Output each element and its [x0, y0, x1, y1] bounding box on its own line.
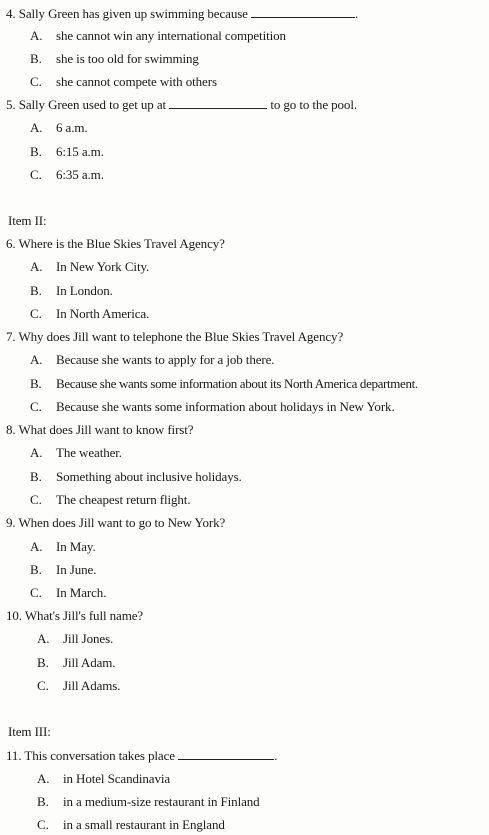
option-label: C.	[30, 74, 42, 89]
option-text: In May.	[56, 539, 96, 554]
option-label: B.	[30, 144, 42, 159]
question-number: 10.	[6, 608, 22, 623]
option-4b[interactable]	[30, 49, 199, 69]
option-label: A.	[30, 28, 43, 43]
question-text-end: to go to the pool.	[270, 97, 357, 112]
option-label: B.	[37, 794, 49, 809]
option-text: in a small restaurant in England	[63, 817, 225, 832]
option-label: B.	[30, 283, 42, 298]
option-text: In London.	[56, 283, 113, 298]
option-text: Because she wants to apply for a job there.	[56, 352, 275, 367]
question-5	[6, 95, 357, 115]
option-label: C.	[30, 492, 42, 507]
option-label: B.	[30, 51, 42, 66]
question-text-end: .	[355, 6, 359, 21]
option-text: 6:35 a.m.	[56, 167, 104, 182]
option-4c[interactable]	[30, 72, 217, 92]
option-7a[interactable]	[30, 350, 274, 370]
option-text: Because she wants some information about holidays in New York.	[56, 399, 395, 414]
option-11a[interactable]	[37, 769, 170, 789]
question-number: 11.	[6, 748, 22, 763]
option-10a[interactable]	[37, 629, 113, 649]
option-text: 6:15 a.m.	[56, 144, 104, 159]
question-number: 6.	[6, 236, 16, 251]
question-text: This conversation takes place	[24, 748, 175, 763]
option-label: A.	[30, 120, 43, 135]
option-label: C.	[37, 817, 49, 832]
question-9	[6, 513, 225, 533]
option-6c[interactable]	[30, 304, 149, 324]
option-6b[interactable]	[30, 281, 113, 301]
option-label: A.	[30, 445, 43, 460]
option-text: Because she wants some information about its North America department.	[56, 376, 418, 391]
answer-blank[interactable]	[251, 5, 355, 18]
option-label: C.	[30, 306, 42, 321]
answer-blank[interactable]	[178, 747, 274, 760]
option-10b[interactable]	[37, 653, 115, 673]
option-5c[interactable]	[30, 165, 104, 185]
option-text: In North America.	[56, 306, 150, 321]
question-6	[6, 234, 225, 254]
option-7c[interactable]	[30, 397, 395, 417]
option-text: Something about inclusive holidays.	[56, 469, 242, 484]
question-text: Why does Jill want to telephone the Blue Skies Travel Agency?	[18, 329, 344, 344]
option-text: in Hotel Scandinavia	[63, 771, 171, 786]
question-text: Where is the Blue Skies Travel Agency?	[18, 236, 225, 251]
option-5a[interactable]	[30, 118, 88, 138]
question-number: 4.	[6, 6, 16, 21]
option-11b[interactable]	[37, 792, 260, 812]
question-text: Sally Green used to get up at	[18, 97, 167, 112]
question-8	[6, 420, 193, 440]
option-text: Jill Adams.	[63, 678, 121, 693]
question-7	[6, 327, 343, 347]
question-text: Sally Green has given up swimming because	[18, 6, 248, 21]
option-label: B.	[30, 562, 42, 577]
option-text: The cheapest return flight.	[56, 492, 191, 507]
option-text: 6 a.m.	[56, 120, 88, 135]
option-text: In June.	[56, 562, 97, 577]
option-label: B.	[37, 655, 49, 670]
question-number: 5.	[6, 97, 16, 112]
question-text-end: .	[274, 748, 278, 763]
option-4a[interactable]	[30, 26, 286, 46]
question-number: 8.	[6, 422, 16, 437]
option-label: A.	[30, 352, 43, 367]
option-7b[interactable]	[30, 374, 418, 394]
question-4	[6, 4, 358, 24]
option-label: A.	[37, 631, 50, 646]
option-text: In New York City.	[56, 259, 150, 274]
question-text: What does Jill want to know first?	[18, 422, 194, 437]
option-10c[interactable]	[37, 676, 120, 696]
option-6a[interactable]	[30, 257, 149, 277]
question-number: 7.	[6, 329, 16, 344]
question-10	[6, 606, 143, 626]
option-label: C.	[30, 585, 42, 600]
option-11c[interactable]	[37, 815, 225, 835]
option-9b[interactable]	[30, 560, 96, 580]
option-text: The weather.	[56, 445, 122, 460]
option-label: B.	[30, 376, 42, 391]
section-heading-item-2: Item II:	[8, 213, 47, 228]
section-heading-item-3: Item III:	[8, 724, 51, 739]
question-text: What's Jill's full name?	[24, 608, 144, 623]
option-text: in a medium-size restaurant in Finland	[63, 794, 260, 809]
option-8a[interactable]	[30, 443, 122, 463]
question-11	[6, 746, 277, 766]
option-text: she cannot compete with others	[56, 74, 217, 89]
option-label: A.	[30, 539, 43, 554]
option-5b[interactable]	[30, 142, 104, 162]
option-8c[interactable]	[30, 490, 190, 510]
question-number: 9.	[6, 515, 16, 530]
option-label: C.	[30, 167, 42, 182]
option-9c[interactable]	[30, 583, 106, 603]
option-9a[interactable]	[30, 537, 96, 557]
question-text: When does Jill want to go to New York?	[18, 515, 226, 530]
option-text: In March.	[56, 585, 107, 600]
option-text: she is too old for swimming	[56, 51, 199, 66]
option-label: A.	[30, 259, 43, 274]
option-label: B.	[30, 469, 42, 484]
option-label: C.	[37, 678, 49, 693]
option-text: she cannot win any international competition	[56, 28, 286, 43]
option-8b[interactable]	[30, 467, 242, 487]
option-label: C.	[30, 399, 42, 414]
option-text: Jill Jones.	[63, 631, 114, 646]
answer-blank[interactable]	[169, 96, 267, 109]
option-label: A.	[37, 771, 50, 786]
option-text: Jill Adam.	[63, 655, 116, 670]
